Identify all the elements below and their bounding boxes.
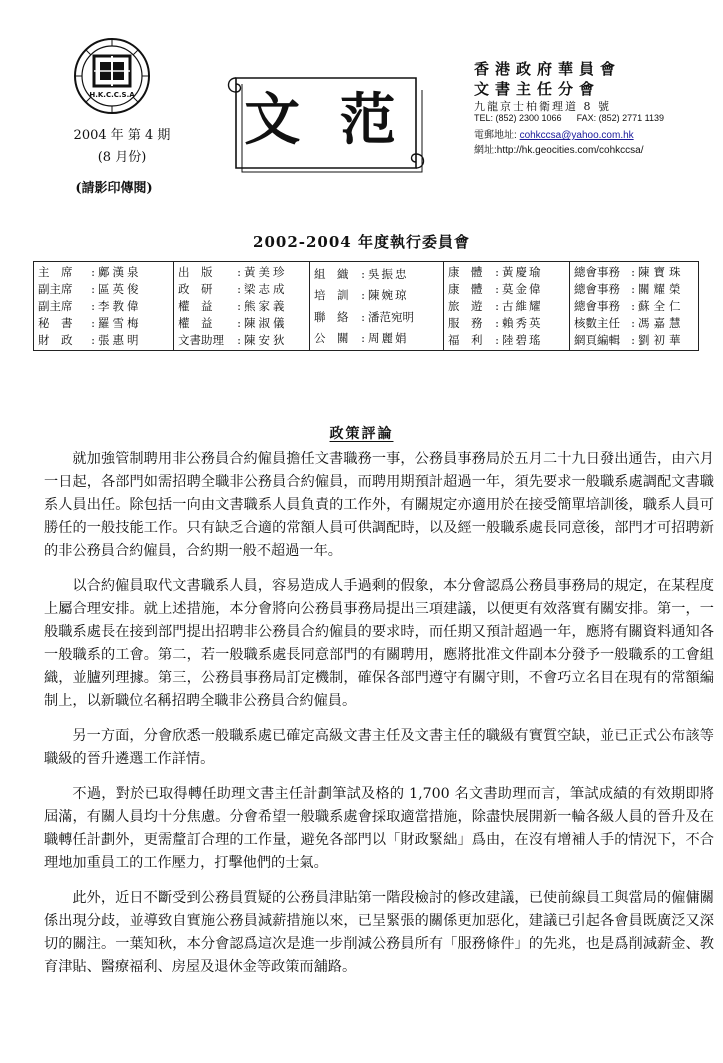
member-name: 李教偉 [98, 298, 142, 313]
org-web-row [474, 141, 644, 156]
paragraph: 不過，對於已取得轉任助理文書主任計劃筆試及格的 1,700 名文書助理而言，筆試成績的有效期即將屆滿，有關人員均十分焦慮。分會希望一般職系處會採取適當措施，除盡快展開新一輪各級人員的晉升及在職轉任計劃外，更需釐訂合理的工作量，避免各部門以「財政緊絀」爲由，在沒有增補人手的情況下，不合理地加重員工的工作壓力，打擊他們的士氣。 [44, 786, 714, 871]
committee-column [444, 262, 570, 350]
member-role: 核數主任 [574, 316, 620, 331]
member-name: 陳安狄 [244, 333, 288, 348]
member-name: 劉初華 [638, 333, 685, 348]
committee-member: 權 益 : 陳淑儀 [178, 316, 288, 331]
member-name: 賴秀英 [502, 316, 543, 331]
member-role: 網頁編輯 [574, 333, 620, 348]
member-name: 陳淑儀 [244, 316, 288, 331]
member-role: 康 體 [448, 264, 483, 279]
issue-month: (8 月份) [97, 150, 147, 165]
web-label: 網址: [474, 145, 497, 156]
paragraph: 就加強管制聘用非公務員合約僱員擔任文書職務一事，公務員事務局於五月二十九日發出通告，由六月一日起，各部門如需招聘全職非公務員合約僱員，而聘用期預計超過一年，須先要求一般職系處調配文書職系人員出任。除包括一向由文書職系人員負責的工作外，有關規定亦適用於在接受簡單培訓後，職系人員可勝任的一般技能工作。只有缺乏合適的常額人員可供調配時，以及經一般職系處長同意後，部門才可招聘新的非公務員合約僱員，合約期一般不超過一年。 [44, 451, 714, 559]
member-name: 蘇全仁 [638, 298, 685, 313]
member-role: 主 席 [38, 264, 73, 279]
committee-member: 總會事務 : 關耀榮 [574, 281, 685, 296]
member-role: 權 益 [178, 316, 213, 331]
committee-column [310, 262, 444, 350]
member-role: 福 利 [448, 333, 483, 348]
committee-member: 核數主任 : 馮嘉慧 [574, 316, 685, 331]
committee-member: 副主席 : 李教偉 [38, 298, 142, 313]
org-email-row [474, 126, 634, 141]
email-link[interactable]: cohkccsa@yahoo.com.hk [519, 130, 634, 141]
committee-member: 服 務 : 賴秀英 [448, 316, 543, 331]
member-name: 黃美珍 [244, 264, 288, 279]
committee-member: 副主席 : 區英俊 [38, 281, 142, 296]
member-name: 區英俊 [98, 281, 142, 296]
committee-column [174, 262, 310, 350]
member-name: 羅雪梅 [98, 316, 142, 331]
member-role: 副主席 [38, 298, 73, 313]
committee-member: 康 體 : 莫金偉 [448, 281, 543, 296]
committee-column [570, 262, 698, 350]
paragraph: 以合約僱員取代文書職系人員，容易造成人手過剩的假象，本分會認爲公務員事務局的規定，在某程度上屬合理安排。就上述措施，本分會將向公務員事務局提出三項建議，以便更有效落實有關安排。第一，一般職系處長在接到部門提出招聘非公務員合約僱員的要求時，而任期又預計超過一年，應將有關資料通知各一般職系的工會。第二，若一般職系處長同意部門的有關聘用，應將批准文件副本分發予一般職系的工會組織，並臚列理據。第三，公務員事務局訂定機制，確保各部門遵守有關守則，不會巧立名目在現有的常額編制上，以新職位名稱招聘全職非公務員合約僱員。 [44, 578, 714, 709]
member-role: 服 務 [448, 316, 483, 331]
member-role: 培 訓 [314, 288, 349, 303]
org-branch: 文書主任分會 [474, 80, 601, 98]
committee-member: 組 織 : 吳振忠 [314, 266, 409, 281]
member-name: 陳寶珠 [638, 264, 685, 279]
member-role: 副主席 [38, 281, 73, 296]
logo-text: H.K.C.C.S.A [89, 91, 135, 99]
committee-member: 政 研 : 梁志成 [178, 281, 288, 296]
member-role: 秘 書 [38, 316, 73, 331]
member-name: 馮嘉慧 [638, 316, 685, 331]
member-role: 總會事務 [574, 264, 620, 279]
committee-member: 文書助理 : 陳安狄 [178, 333, 288, 348]
member-role: 財 政 [38, 333, 73, 348]
member-name: 張惠明 [98, 333, 142, 348]
member-name: 關耀榮 [638, 281, 685, 296]
member-role: 公 關 [314, 331, 349, 346]
newsletter-title: 文 范 [244, 87, 406, 153]
paragraph: 另一方面，分會欣悉一般職系處已確定高級文書主任及文書主任的職級有實質空缺，並已正式公布該等職級的晉升遴選工作詳情。 [44, 728, 714, 767]
member-name: 熊家義 [244, 298, 288, 313]
member-role: 旅 遊 [448, 298, 483, 313]
member-role: 總會事務 [574, 281, 620, 296]
committee-title: 2002-2004 年度執行委員會 [253, 233, 470, 251]
committee-member: 秘 書 : 羅雪梅 [38, 316, 142, 331]
member-name: 黃慶瑜 [502, 264, 543, 279]
web-link[interactable]: http://hk.geocities.com/cohkccsa/ [496, 145, 644, 156]
member-name: 陳婉琼 [368, 288, 409, 303]
committee-member: 總會事務 : 蘇全仁 [574, 298, 685, 313]
copy-note: (請影印傳閱) [75, 181, 153, 196]
member-name: 陸碧瑤 [502, 333, 543, 348]
member-name: 鄺漢泉 [98, 264, 142, 279]
member-name: 梁志成 [244, 281, 288, 296]
association-logo [72, 36, 152, 116]
committee-member: 福 利 : 陸碧瑤 [448, 333, 543, 348]
member-role: 康 體 [448, 281, 483, 296]
org-address: 九龍京士柏衛理道 8 號 [474, 100, 611, 113]
member-role: 總會事務 [574, 298, 620, 313]
committee-member: 網頁編輯 : 劉初華 [574, 333, 685, 348]
committee-member: 康 體 : 黃慶瑜 [448, 264, 543, 279]
member-role: 聯 絡 [314, 309, 349, 324]
member-role: 出 版 [178, 264, 213, 279]
email-label: 電郵地址: [474, 130, 517, 141]
issue-number: 2004 年 第 4 期 [73, 128, 171, 143]
article-body [44, 448, 714, 991]
member-name: 莫金偉 [502, 281, 543, 296]
committee-member: 總會事務 : 陳寶珠 [574, 264, 685, 279]
committee-member: 公 關 : 周麗娟 [314, 331, 409, 346]
member-role: 政 研 [178, 281, 213, 296]
org-name: 香港政府華員會 [474, 60, 622, 78]
committee-table [33, 261, 699, 351]
member-name: 潘范宛明 [368, 309, 414, 324]
committee-member: 主 席 : 鄺漢泉 [38, 264, 142, 279]
member-name: 古維耀 [502, 298, 543, 313]
committee-column [34, 262, 174, 350]
committee-member: 聯 絡 : 潘范宛明 [314, 309, 414, 324]
paragraph: 此外，近日不斷受到公務員質疑的公務員津貼第一階段檢討的修改建議，已使前線員工與當局的僱傭關係出現分歧，並導致自實施公務員減薪措施以來，已呈緊張的關係更加惡化，建議已引起各會員既廣泛又深切的關注。一葉知秋，本分會認爲這次是進一步削減公務員所有「服務條件」的先兆，也是爲削減薪金、教育津貼、醫療福利、房屋及退休金等政策而舖路。 [44, 890, 714, 975]
committee-member: 財 政 : 張惠明 [38, 333, 142, 348]
committee-member: 培 訓 : 陳婉琼 [314, 288, 409, 303]
section-title [0, 423, 723, 443]
member-name: 吳振忠 [368, 266, 409, 281]
member-role: 組 織 [314, 266, 349, 281]
committee-member: 權 益 : 熊家義 [178, 298, 288, 313]
committee-member: 旅 遊 : 古維耀 [448, 298, 543, 313]
member-name: 周麗娟 [368, 331, 409, 346]
org-phone-fax: TEL: (852) 2300 1066 FAX: (852) 2771 1139 [474, 113, 664, 123]
committee-member: 出 版 : 黃美珍 [178, 264, 288, 279]
member-role: 權 益 [178, 298, 213, 313]
section-title-text: 政策評論 [329, 426, 394, 442]
member-role: 文書助理 [178, 333, 224, 348]
